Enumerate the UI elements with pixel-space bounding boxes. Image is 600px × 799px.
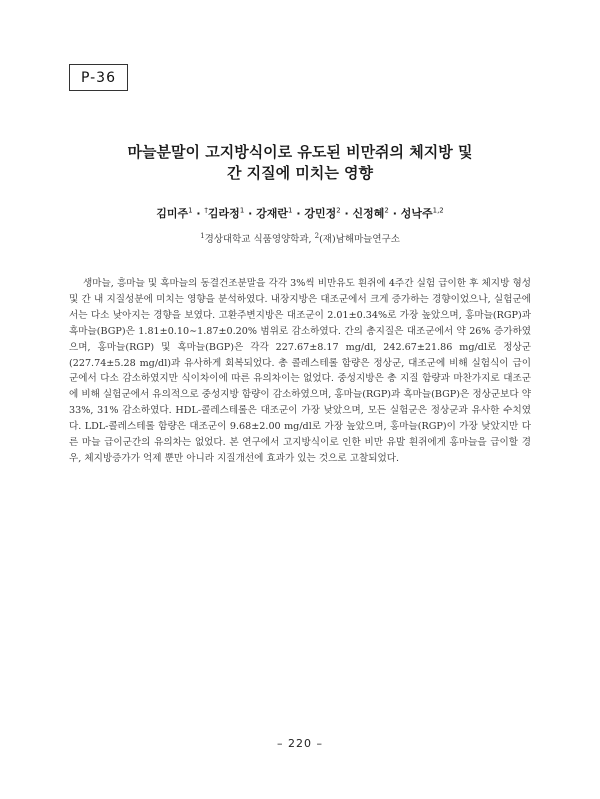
abstract-body: 생마늘, 흥마늘 및 흑마늘의 동결건조분말을 각각 3%씩 비만유도 흰쥐에 4주간 실험 급이한 후 체지방 형성 및 간 내 지질성분에 미치는 영향을 분석하였다. 내장지방은 대조군에서 크게 증가하는 경향이었으나, 실험군에서는 다소 낮아지는 경향을 보였다. 고환주변지방은 대조군이 2.01±0.34%로 가장 높았으며, 홍마늘(RGP)과 흑마늘(BGP)은 1.81±0.10∼1.87±0.20% 범위로 감소하였다. 간의 총지질은 대조군에서 약 26% 증가하였으며, 홍마늘(RGP) 및 흑마늘(BGP)은 각각 227.67±8.17 mg/dl, 242.67±21.86 mg/dl로 정상군(227.74±5.28 mg/dl)과 유사하게 회복되었다. 총 콜레스테롤 함량은 정상군, 대조군에 비해 실험식이 급이군에서 다소 감소하였지만 식이차이에 따른 유의차이는 없었다. 중성지방은 총 지질 함량과 마찬가지로 대조군에 비해 실험군에서 유의적으로 중성지방 함량이 감소하였으며, 홍마늘(RGP)과 흑마늘(BGP)은 정상군보다 약 33%, 31% 감소하였다. HDL-콜레스테롤은 대조군이 가장 낮았으며, 모든 실험군은 정상군과 유사한 수치였다. LDL-콜레스테롤 함량은 대조군이 9.68±2.00 mg/dl로 가장 높았으며, 홍마늘(RGP)이 가장 낮았지만 다른 마늘 급이군간의 유의차는 없었다. 본 연구에서 고지방식이로 인한 비만 유발 흰쥐에게 홍마늘을 급이할 경우, 체지방증가가 억제 뿐만 아니라 지질개선에 효과가 있는 것으로 고찰되었다. [69, 278, 531, 464]
abstract-code-box [69, 64, 128, 91]
abstract-code: P-36 [80, 69, 116, 86]
affiliation: (재)남해마늘연구소 [319, 234, 400, 245]
paper-title [0, 142, 600, 184]
title-line-1: 마늘분말이 고지방식이로 유도된 비만쥐의 체지방 및 [127, 143, 473, 161]
author: †김라정$^1$ [204, 206, 245, 220]
author: 강민정$^2$ [304, 206, 341, 220]
author: 성낙주$^{1,2}$ [400, 206, 444, 220]
affiliation: 경상대학교 식품영양학과, [204, 234, 312, 245]
page-number: – 220 – [277, 737, 323, 750]
author-list: 김미주$^1$ · †김라정$^1$ · 강재란$^1$ · 강민정$^2$ · 신정혜$^2$ · 성낙주$^{1,2}$ [156, 206, 444, 220]
author: 김미주$^1$ [156, 206, 193, 220]
affiliation-line: $^1$경상대학교 식품영양학과, $^2$(재)남해마늘연구소 [200, 231, 400, 245]
author: 강재란$^1$ [256, 206, 293, 220]
author: 신정혜$^2$ [352, 206, 389, 220]
title-line-2: 간 지질에 미치는 영향 [226, 164, 374, 182]
